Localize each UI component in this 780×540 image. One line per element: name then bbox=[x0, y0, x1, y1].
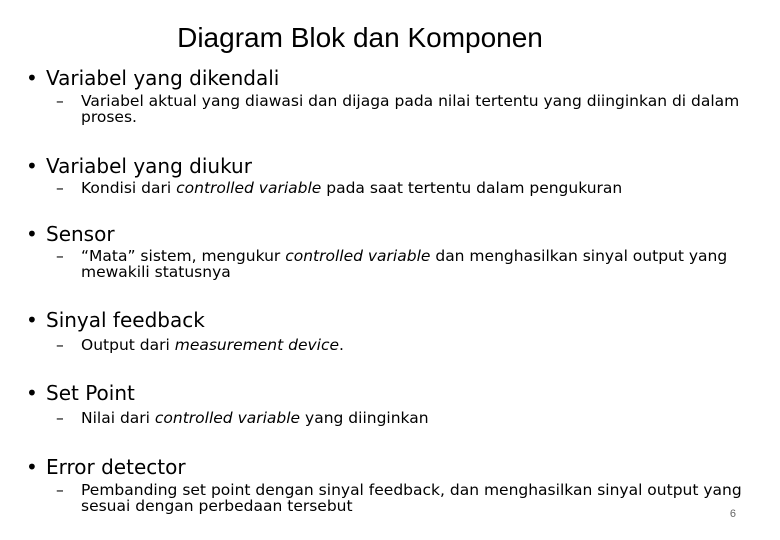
bullet-item-sensor bbox=[26, 222, 770, 280]
sub-text: Variabel aktual yang diawasi dan dijaga pada nilai tertentu yang diinginkan di dalam proses. bbox=[81, 92, 740, 126]
sub-bullet bbox=[56, 482, 770, 514]
bullet-heading bbox=[26, 222, 770, 246]
dash-icon: – bbox=[56, 247, 64, 265]
bullet-item-variabel-dikendali bbox=[26, 66, 770, 125]
sub-text-after: yang diinginkan bbox=[300, 409, 429, 427]
sub-italic: controlled variable bbox=[285, 247, 431, 265]
bullet-heading bbox=[26, 308, 770, 332]
dash-icon: – bbox=[56, 336, 64, 354]
sub-text-after: . bbox=[339, 336, 344, 354]
slide-title: Diagram Blok dan Komponen bbox=[177, 22, 543, 53]
bullet-heading bbox=[26, 455, 770, 479]
dash-icon: – bbox=[56, 92, 64, 110]
sub-bullet bbox=[56, 93, 770, 125]
sub-italic: controlled variable bbox=[154, 409, 301, 427]
page-number: 6 bbox=[729, 508, 736, 520]
bullet-item-set-point bbox=[26, 381, 770, 426]
sub-text-after: dan menghasilkan sinyal output yang mewakili statusnya bbox=[81, 247, 728, 281]
sub-italic: measurement device bbox=[174, 336, 340, 354]
sub-text: “Mata” sistem, mengukur bbox=[81, 247, 286, 265]
sub-italic: controlled variable bbox=[176, 179, 322, 197]
dash-icon: – bbox=[56, 481, 64, 499]
heading-text: Sinyal feedback bbox=[46, 308, 205, 332]
sub-text: Nilai dari bbox=[81, 409, 155, 427]
sub-text-after: pada saat tertentu dalam pengukuran bbox=[321, 179, 623, 197]
heading-text: Error detector bbox=[46, 455, 186, 479]
bullet-icon: • bbox=[26, 308, 38, 332]
heading-text: Sensor bbox=[46, 222, 115, 246]
sub-bullet bbox=[56, 248, 770, 280]
bullet-heading bbox=[26, 154, 770, 178]
sub-bullet bbox=[56, 180, 770, 196]
heading-text: Variabel yang dikendali bbox=[46, 66, 280, 90]
sub-bullet bbox=[56, 410, 770, 426]
bullet-heading bbox=[26, 381, 770, 405]
bullet-icon: • bbox=[26, 66, 38, 90]
sub-text: Output dari bbox=[81, 336, 175, 354]
bullet-icon: • bbox=[26, 154, 38, 178]
heading-text: Set Point bbox=[46, 381, 135, 405]
sub-text: Kondisi dari bbox=[81, 179, 177, 197]
bullet-heading bbox=[26, 66, 770, 90]
heading-text: Variabel yang diukur bbox=[46, 154, 252, 178]
sub-bullet bbox=[56, 337, 770, 353]
bullet-icon: • bbox=[26, 381, 38, 405]
bullet-item-sinyal-feedback bbox=[26, 308, 770, 353]
bullet-item-error-detector bbox=[26, 455, 770, 514]
bullet-icon: • bbox=[26, 222, 38, 246]
bullet-item-variabel-diukur bbox=[26, 154, 770, 196]
dash-icon: – bbox=[56, 409, 64, 427]
sub-text: Pembanding set point dengan sinyal feedback, dan menghasilkan sinyal output yang sesuai dengan perbedaan tersebut bbox=[81, 481, 742, 515]
bullet-icon: • bbox=[26, 455, 38, 479]
dash-icon: – bbox=[56, 179, 64, 197]
